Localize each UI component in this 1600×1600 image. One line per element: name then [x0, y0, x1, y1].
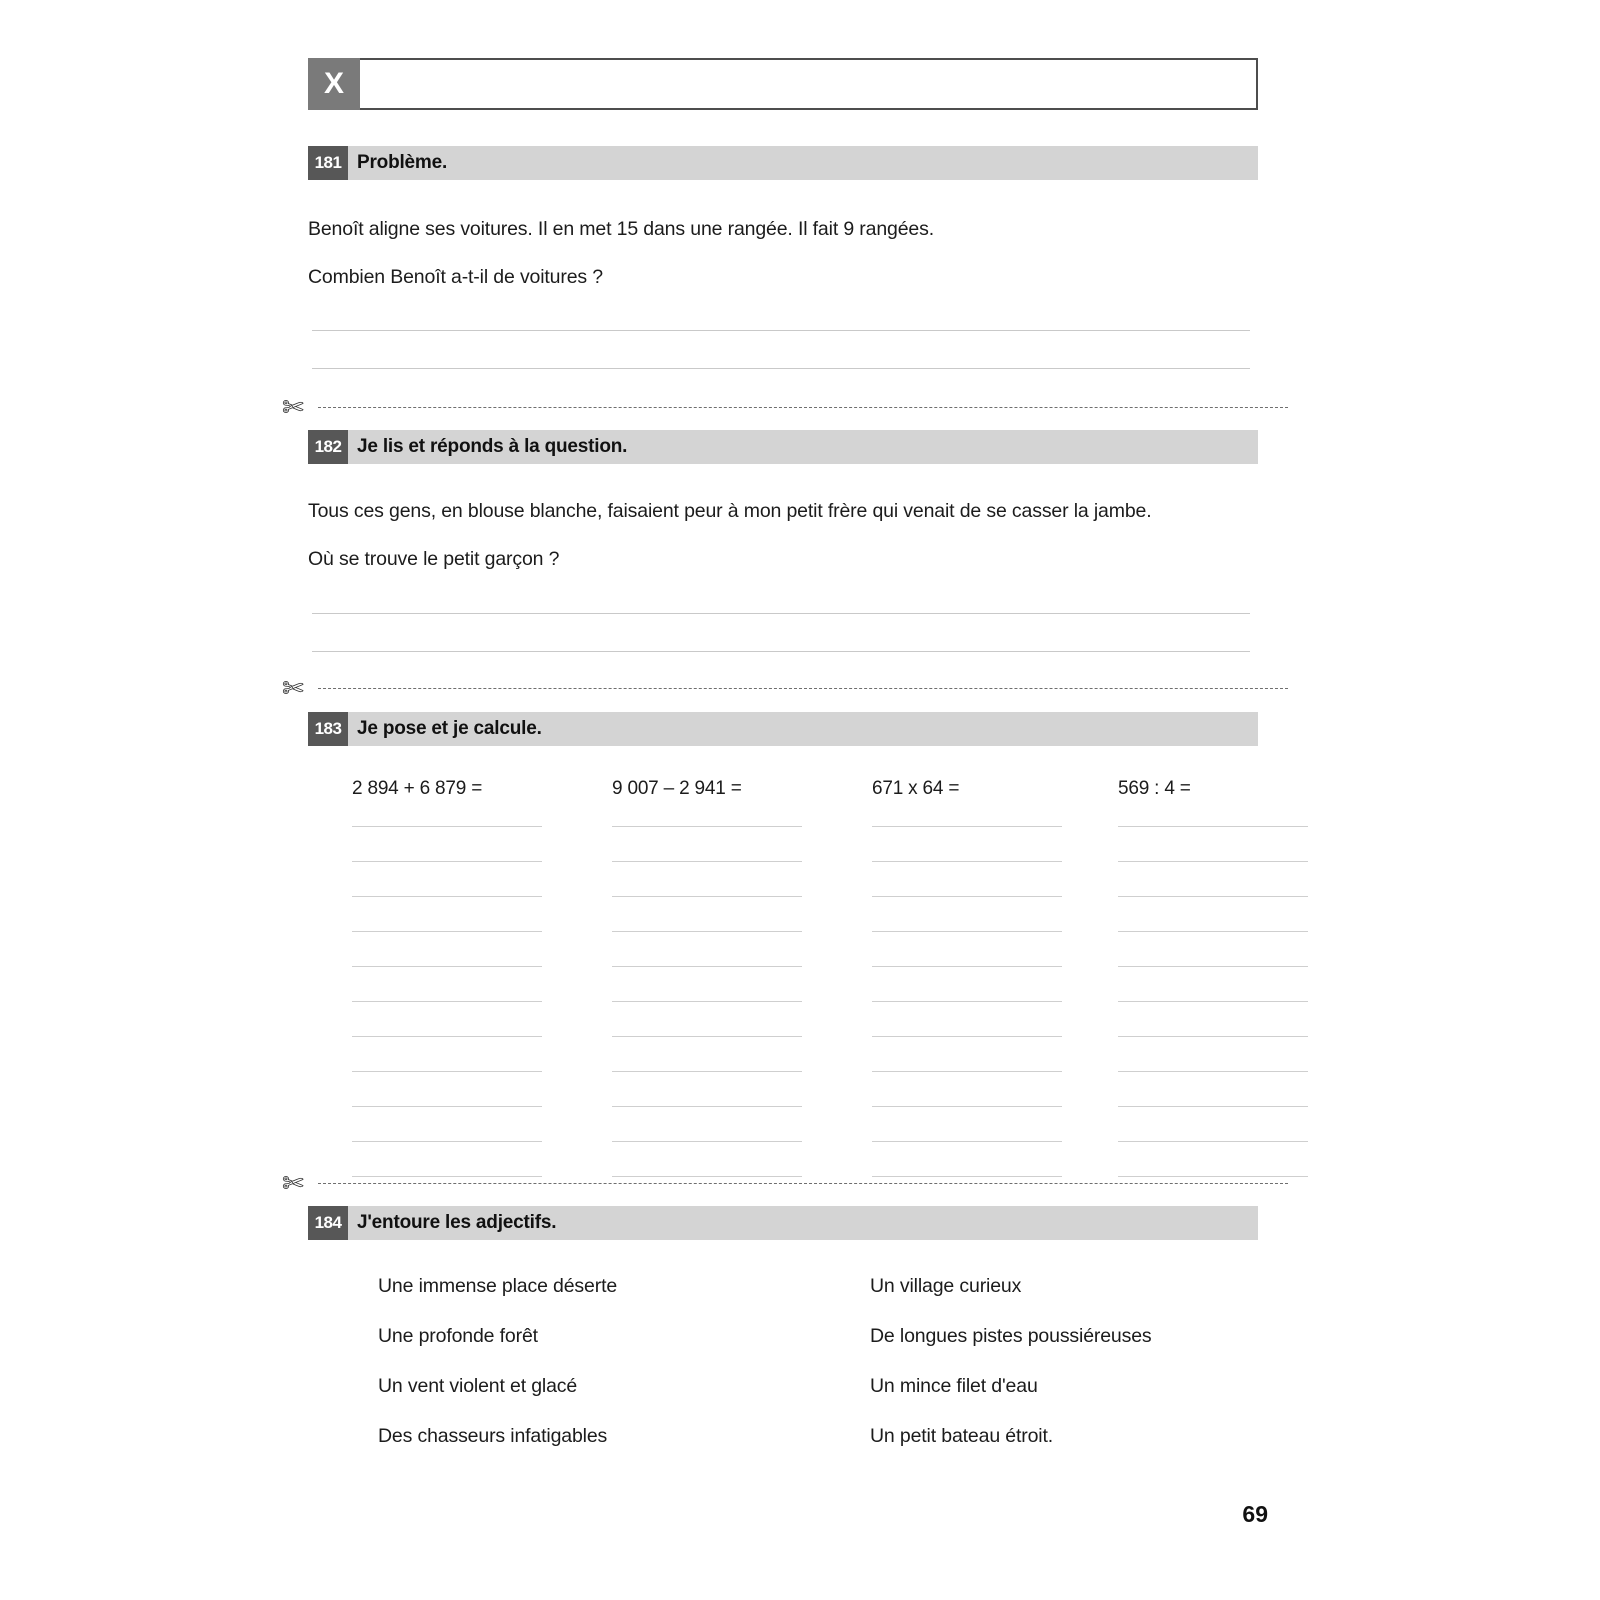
calc-line[interactable]	[872, 1002, 1062, 1037]
cut-line	[282, 1168, 1288, 1198]
calc-line[interactable]	[872, 932, 1062, 967]
calculation-column-4	[1118, 778, 1308, 1177]
calc-line[interactable]	[612, 1107, 802, 1142]
calc-line[interactable]	[352, 897, 542, 932]
exercise-title: Problème.	[357, 152, 448, 173]
calc-line[interactable]	[612, 1037, 802, 1072]
calc-line[interactable]	[1118, 826, 1308, 862]
exercise-title: Je lis et réponds à la question.	[357, 436, 628, 457]
exercise-182-statement-line-1: Tous ces gens, en blouse blanche, faisaient peur à mon petit frère qui venait de se casser la jambe.	[308, 500, 1152, 522]
dashed-rule	[318, 1183, 1288, 1184]
answer-line[interactable]	[312, 368, 1250, 369]
answer-line[interactable]	[312, 330, 1250, 331]
calc-line[interactable]	[1118, 897, 1308, 932]
calculation-column-1	[352, 778, 542, 1177]
dashed-rule	[318, 688, 1288, 689]
calc-line[interactable]	[352, 1002, 542, 1037]
list-item[interactable]: De longues pistes poussiéreuses	[870, 1325, 1152, 1347]
exercise-181-question: Combien Benoît a-t-il de voitures ?	[308, 266, 603, 288]
calc-line[interactable]	[872, 826, 1062, 862]
calc-line[interactable]	[612, 862, 802, 897]
calc-line[interactable]	[1118, 967, 1308, 1002]
cut-line	[282, 673, 1288, 703]
exercise-header-184	[308, 1206, 1258, 1240]
calc-line[interactable]	[352, 1072, 542, 1107]
calc-line[interactable]	[872, 862, 1062, 897]
scissors-icon: ✄	[282, 392, 304, 422]
calc-line[interactable]	[872, 1107, 1062, 1142]
calc-line[interactable]	[1118, 1037, 1308, 1072]
calc-line[interactable]	[352, 862, 542, 897]
calc-line[interactable]	[1118, 932, 1308, 967]
list-item[interactable]: Un mince filet d'eau	[870, 1375, 1038, 1397]
calc-line[interactable]	[1118, 1107, 1308, 1142]
scissors-icon: ✄	[282, 673, 304, 703]
name-field-row	[308, 58, 1258, 110]
list-item[interactable]: Un village curieux	[870, 1275, 1022, 1297]
operation-label: 9 007 – 2 941 =	[612, 778, 742, 799]
list-item[interactable]: Des chasseurs infatigables	[378, 1425, 608, 1447]
list-item[interactable]: Une profonde forêt	[378, 1325, 538, 1347]
calculation-column-3	[872, 778, 1062, 1177]
calc-line[interactable]	[612, 1002, 802, 1037]
calc-line[interactable]	[1118, 1072, 1308, 1107]
exercise-number: 183	[308, 712, 348, 746]
calc-line[interactable]	[1118, 1002, 1308, 1037]
calculation-grid[interactable]	[612, 826, 802, 1177]
operation-label: 671 x 64 =	[872, 778, 960, 799]
list-item[interactable]: Un vent violent et glacé	[378, 1375, 578, 1397]
calculation-grid[interactable]	[1118, 826, 1308, 1177]
operation-label: 569 : 4 =	[1118, 778, 1191, 799]
calculation-grid[interactable]	[872, 826, 1062, 1177]
name-input[interactable]	[360, 58, 1258, 110]
calc-line[interactable]	[352, 1107, 542, 1142]
exercise-181-statement-line-1: Benoît aligne ses voitures. Il en met 15 dans une rangée. Il fait 9 rangées.	[308, 218, 934, 240]
calc-line[interactable]	[352, 826, 542, 862]
exercise-number: 182	[308, 430, 348, 464]
scissors-icon: ✄	[282, 1168, 304, 1198]
dashed-rule	[318, 407, 1288, 408]
exercise-header-181	[308, 146, 1258, 180]
adjective-list-right	[870, 1275, 1152, 1475]
calc-line[interactable]	[872, 1072, 1062, 1107]
calculation-column-2	[612, 778, 802, 1177]
exercise-number: 181	[308, 146, 348, 180]
exercise-header-182	[308, 430, 1258, 464]
cut-line	[282, 392, 1288, 422]
calc-line[interactable]	[872, 1037, 1062, 1072]
answer-line[interactable]	[312, 651, 1250, 652]
answer-line[interactable]	[312, 613, 1250, 614]
calc-line[interactable]	[352, 967, 542, 1002]
exercise-number: 184	[308, 1206, 348, 1240]
calc-line[interactable]	[612, 897, 802, 932]
exercise-182-question: Où se trouve le petit garçon ?	[308, 548, 560, 570]
calc-line[interactable]	[612, 967, 802, 1002]
exercise-header-183	[308, 712, 1258, 746]
operation-label: 2 894 + 6 879 =	[352, 778, 483, 799]
calculation-grid[interactable]	[352, 826, 542, 1177]
list-item[interactable]: Une immense place déserte	[378, 1275, 618, 1297]
calc-line[interactable]	[872, 897, 1062, 932]
calc-line[interactable]	[612, 932, 802, 967]
calc-line[interactable]	[1118, 862, 1308, 897]
list-item[interactable]: Un petit bateau étroit.	[870, 1425, 1053, 1447]
calc-line[interactable]	[872, 967, 1062, 1002]
page-number: 69	[1242, 1501, 1268, 1527]
adjective-list-left	[378, 1275, 617, 1475]
calc-line[interactable]	[612, 826, 802, 862]
exercise-title: J'entoure les adjectifs.	[357, 1212, 557, 1233]
exercise-title: Je pose et je calcule.	[357, 718, 542, 739]
calc-line[interactable]	[352, 932, 542, 967]
calc-line[interactable]	[352, 1037, 542, 1072]
name-badge: X	[308, 58, 360, 110]
calc-line[interactable]	[612, 1072, 802, 1107]
